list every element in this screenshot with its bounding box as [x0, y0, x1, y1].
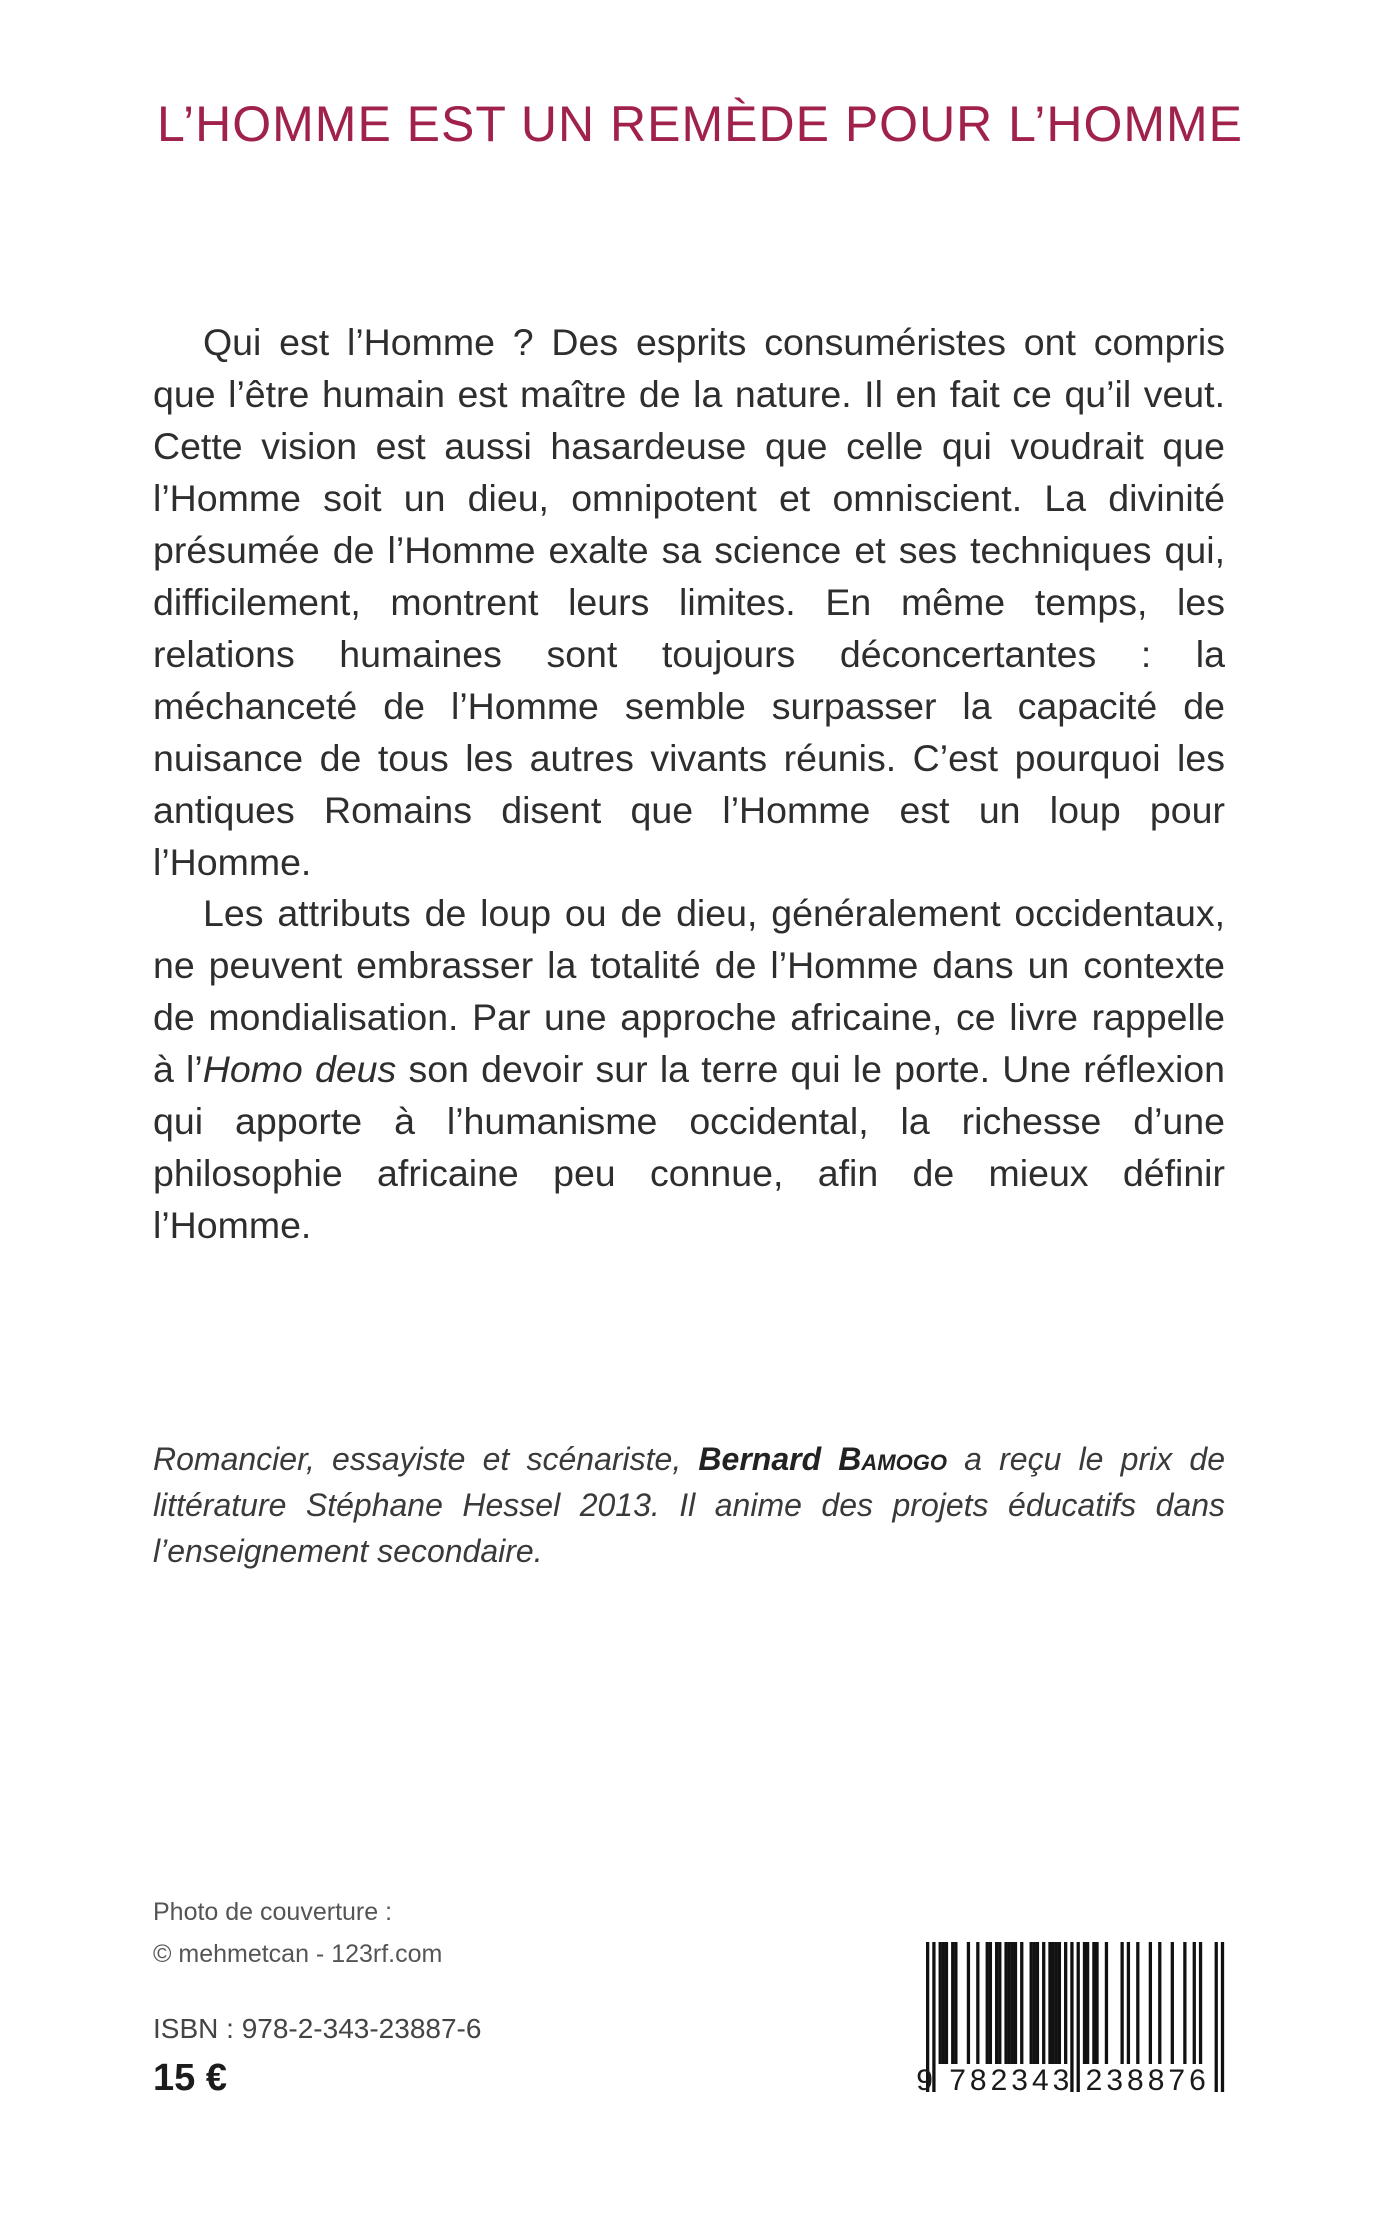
- barcode-bar: [1055, 1942, 1058, 2064]
- barcode-bar: [998, 1942, 1001, 2064]
- barcode-bar: [986, 1942, 989, 2064]
- barcode-bar: [1030, 1942, 1033, 2064]
- barcode-bar: [945, 1942, 948, 2064]
- author-name: [698, 1441, 947, 1477]
- barcode-bar: [1042, 1942, 1045, 2064]
- bio-text-start: Romancier, essayiste et scénariste,: [153, 1441, 699, 1477]
- barcode-bar: [1183, 1942, 1186, 2064]
- barcode-bar: [1008, 1942, 1011, 2064]
- barcode-bar: [1048, 1942, 1051, 2064]
- barcode-bar: [967, 1942, 970, 2064]
- barcode-digits: 9 782343 238876: [916, 2064, 1210, 2097]
- barcode-bar: [1199, 1942, 1202, 2064]
- barcode-bar: [1127, 1942, 1130, 2064]
- barcode-bar: [1058, 1942, 1061, 2064]
- summary-paragraph-2: [153, 887, 1225, 1251]
- barcode-bar: [1036, 1942, 1039, 2064]
- barcode-bar: [995, 1942, 998, 2064]
- barcode-bar: [989, 1942, 992, 2064]
- paragraph-2-text-end: son devoir sur la terre qui le porte. Une réflexion qui apporte à l’humanisme occidental, la richesse d’une philosophie africaine peu connue, afin de mieux définir l’Homme.: [153, 1048, 1226, 1246]
- barcode-bar: [1120, 1942, 1123, 2064]
- barcode-bar: [1033, 1942, 1036, 2064]
- barcode-bar: [1014, 1942, 1017, 2064]
- barcode-bar: [1136, 1942, 1139, 2064]
- bio-text-end: a reçu le prix de littérature Stéphane Hessel 2013. Il anime des projets éducatifs dans l’enseignement secondaire.: [153, 1441, 1226, 1569]
- barcode-bar: [951, 1942, 954, 2064]
- barcode-bar: [1092, 1942, 1095, 2064]
- barcode-bar: [942, 1942, 945, 2064]
- barcode-bar: [1149, 1942, 1152, 2064]
- author-first-name: Bernard: [698, 1441, 839, 1477]
- barcode-bar: [1086, 1942, 1089, 2064]
- barcode-bar: [1193, 1942, 1196, 2064]
- barcode-bar: [939, 1942, 942, 2064]
- summary-paragraph-1: Qui est l’Homme ? Des esprits consuméristes ont compris que l’être humain est maître de la nature. Il en fait ce qu’il veut. Cette vision est aussi hasardeuse que celle qui voudrait que l’Homme soit un dieu, omnipotent et omniscient. La divinité présumée de l’Homme exalte sa science et ses techniques qui, difficilement, montrent leurs limites. En même temps, les relations humaines sont toujours déconcertantes : la méchanceté de l’Homme semble surpasser la capacité de nuisance de tous les autres vivants réunis. C’est pourquoi les antiques Romains disent que l’Homme est un loup pour l’Homme.: [153, 321, 1225, 883]
- photo-credit-label: Photo de couverture :: [153, 1898, 393, 1926]
- book-title: L’HOMME EST UN REMÈDE POUR L’HOMME: [156, 96, 1243, 152]
- barcode-bar: [1011, 1942, 1014, 2064]
- paragraph-2-text-start: Les attributs de loup ou de dieu, généralement occidentaux, ne peuvent embrasser la totalité de l’Homme dans un contexte de mondialisation. Par une approche africaine, ce livre rappelle à l’: [153, 892, 1225, 1090]
- barcode-bar: [1064, 1942, 1067, 2064]
- isbn: ISBN : 978-2-343-23887-6: [153, 2013, 482, 2044]
- author-bio: [153, 1436, 1225, 1574]
- barcode-bar: [1004, 1942, 1007, 2064]
- barcode-bar: [1105, 1942, 1108, 2064]
- barcode-bar: [1095, 1942, 1098, 2064]
- barcode-bar: [1158, 1942, 1161, 2064]
- barcode-bar: [1051, 1942, 1054, 2064]
- barcode-bar: [1083, 1942, 1086, 2064]
- photo-credit-source: © mehmetcan - 123rf.com: [153, 1940, 443, 1968]
- author-last-name: Bamogo: [838, 1441, 947, 1477]
- barcode-bar: [1171, 1942, 1174, 2064]
- barcode-bar: [976, 1942, 979, 2064]
- barcode-bar: [1020, 1942, 1023, 2064]
- paragraph-2-italic-term: Homo deus: [202, 1048, 397, 1090]
- barcode-bar: [954, 1942, 957, 2064]
- price: 15 €: [153, 2057, 227, 2099]
